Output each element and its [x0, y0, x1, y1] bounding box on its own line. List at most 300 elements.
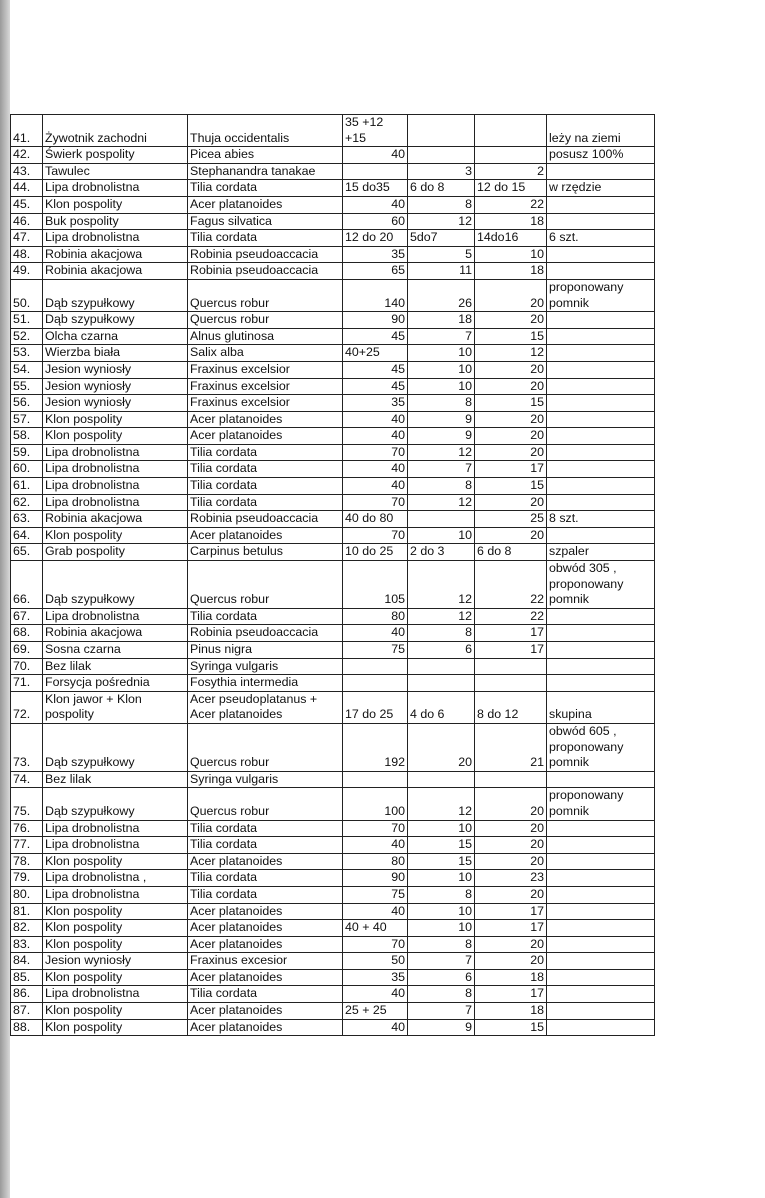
crown-width-cell: 25: [475, 511, 547, 528]
height-cell: 6: [408, 642, 475, 659]
polish-name-cell: Dąb szypułkowy: [43, 561, 188, 609]
trunk-diameter-cell: 70: [343, 527, 408, 544]
trunk-diameter-cell: 80: [343, 608, 408, 625]
trunk-diameter-cell: 70: [343, 444, 408, 461]
table-row: [11, 163, 655, 180]
latin-name-cell: Syringa vulgaris: [188, 658, 343, 675]
table-row: [11, 771, 655, 788]
row-number-cell: 50.: [11, 279, 43, 311]
polish-name-cell: Tawulec: [43, 163, 188, 180]
latin-name-cell: Tilia cordata: [188, 478, 343, 495]
trunk-diameter-cell: 40 do 80: [343, 511, 408, 528]
height-cell: 20: [408, 723, 475, 771]
latin-name-cell: Acer platanoides: [188, 903, 343, 920]
row-number-cell: 51.: [11, 312, 43, 329]
latin-name-cell: Tilia cordata: [188, 837, 343, 854]
remarks-cell: [547, 642, 655, 659]
row-number-cell: 79.: [11, 870, 43, 887]
table-row: [11, 147, 655, 164]
polish-name-cell: Robinia akacjowa: [43, 625, 188, 642]
row-number-cell: 55.: [11, 378, 43, 395]
table-row: [11, 246, 655, 263]
latin-name-cell: Tilia cordata: [188, 461, 343, 478]
table-row: [11, 820, 655, 837]
trunk-diameter-cell: 35 +12 +15: [343, 115, 408, 147]
height-cell: 7: [408, 461, 475, 478]
latin-name-cell: Tilia cordata: [188, 608, 343, 625]
crown-width-cell: 20: [475, 428, 547, 445]
height-cell: 8: [408, 936, 475, 953]
latin-name-cell: Carpinus betulus: [188, 544, 343, 561]
trunk-diameter-cell: 40: [343, 196, 408, 213]
row-number-cell: 46.: [11, 213, 43, 230]
trunk-diameter-cell: 40: [343, 903, 408, 920]
table-row: [11, 230, 655, 247]
crown-width-cell: 15: [475, 1019, 547, 1036]
crown-width-cell: 23: [475, 870, 547, 887]
latin-name-cell: Syringa vulgaris: [188, 771, 343, 788]
crown-width-cell: 20: [475, 494, 547, 511]
polish-name-cell: Wierzba biała: [43, 345, 188, 362]
latin-name-cell: Acer platanoides: [188, 920, 343, 937]
row-number-cell: 73.: [11, 723, 43, 771]
remarks-cell: [547, 246, 655, 263]
table-row: [11, 279, 655, 311]
table-row: [11, 870, 655, 887]
crown-width-cell: 17: [475, 903, 547, 920]
trunk-diameter-cell: 40: [343, 478, 408, 495]
table-row: [11, 478, 655, 495]
row-number-cell: 86.: [11, 986, 43, 1003]
latin-name-cell: Acer platanoides: [188, 428, 343, 445]
trunk-diameter-cell: 40+25: [343, 345, 408, 362]
table-row: [11, 411, 655, 428]
latin-name-cell: Stephanandra tanakae: [188, 163, 343, 180]
row-number-cell: 76.: [11, 820, 43, 837]
table-row: [11, 361, 655, 378]
table-row: [11, 788, 655, 820]
row-number-cell: 43.: [11, 163, 43, 180]
latin-name-cell: Robinia pseudoaccacia: [188, 625, 343, 642]
polish-name-cell: Olcha czarna: [43, 328, 188, 345]
latin-name-cell: Acer platanoides: [188, 527, 343, 544]
polish-name-cell: Lipa drobnolistna: [43, 180, 188, 197]
height-cell: 9: [408, 1019, 475, 1036]
remarks-cell: [547, 345, 655, 362]
height-cell: 12: [408, 561, 475, 609]
remarks-cell: [547, 886, 655, 903]
crown-width-cell: 18: [475, 969, 547, 986]
latin-name-cell: Tilia cordata: [188, 444, 343, 461]
row-number-cell: 47.: [11, 230, 43, 247]
remarks-cell: proponowany pomnik: [547, 279, 655, 311]
polish-name-cell: Jesion wyniosły: [43, 378, 188, 395]
height-cell: 12: [408, 608, 475, 625]
crown-width-cell: 6 do 8: [475, 544, 547, 561]
crown-width-cell: [475, 147, 547, 164]
row-number-cell: 78.: [11, 853, 43, 870]
remarks-cell: skupina: [547, 691, 655, 723]
polish-name-cell: Świerk pospolity: [43, 147, 188, 164]
binding-edge: [0, 0, 10, 1198]
crown-width-cell: 20: [475, 527, 547, 544]
trunk-diameter-cell: 75: [343, 642, 408, 659]
trunk-diameter-cell: 45: [343, 378, 408, 395]
crown-width-cell: 20: [475, 788, 547, 820]
polish-name-cell: Klon pospolity: [43, 196, 188, 213]
latin-name-cell: Quercus robur: [188, 279, 343, 311]
table-row: [11, 625, 655, 642]
latin-name-cell: Fosythia intermedia: [188, 675, 343, 692]
height-cell: 15: [408, 853, 475, 870]
trunk-diameter-cell: [343, 658, 408, 675]
latin-name-cell: Acer pseudoplatanus + Acer platanoides: [188, 691, 343, 723]
crown-width-cell: 17: [475, 642, 547, 659]
row-number-cell: 57.: [11, 411, 43, 428]
latin-name-cell: Robinia pseudoaccacia: [188, 246, 343, 263]
remarks-cell: [547, 1019, 655, 1036]
height-cell: 8: [408, 625, 475, 642]
crown-width-cell: 18: [475, 213, 547, 230]
latin-name-cell: Tilia cordata: [188, 986, 343, 1003]
polish-name-cell: Bez lilak: [43, 658, 188, 675]
remarks-cell: [547, 771, 655, 788]
row-number-cell: 42.: [11, 147, 43, 164]
table-row: [11, 263, 655, 280]
height-cell: 10: [408, 820, 475, 837]
trunk-diameter-cell: 45: [343, 328, 408, 345]
latin-name-cell: Quercus robur: [188, 788, 343, 820]
table-row: [11, 561, 655, 609]
remarks-cell: [547, 163, 655, 180]
row-number-cell: 56.: [11, 395, 43, 412]
row-number-cell: 77.: [11, 837, 43, 854]
height-cell: 5do7: [408, 230, 475, 247]
latin-name-cell: Acer platanoides: [188, 853, 343, 870]
table-row: [11, 953, 655, 970]
remarks-cell: szpaler: [547, 544, 655, 561]
table-row: [11, 853, 655, 870]
trunk-diameter-cell: 17 do 25: [343, 691, 408, 723]
remarks-cell: [547, 903, 655, 920]
height-cell: [408, 511, 475, 528]
crown-width-cell: [475, 675, 547, 692]
latin-name-cell: Acer platanoides: [188, 969, 343, 986]
trunk-diameter-cell: 45: [343, 361, 408, 378]
table-row: [11, 378, 655, 395]
table-row: [11, 444, 655, 461]
height-cell: 7: [408, 328, 475, 345]
trunk-diameter-cell: 10 do 25: [343, 544, 408, 561]
polish-name-cell: Klon pospolity: [43, 411, 188, 428]
height-cell: 15: [408, 837, 475, 854]
latin-name-cell: Acer platanoides: [188, 196, 343, 213]
remarks-cell: [547, 608, 655, 625]
remarks-cell: 6 szt.: [547, 230, 655, 247]
remarks-cell: [547, 936, 655, 953]
polish-name-cell: Robinia akacjowa: [43, 511, 188, 528]
polish-name-cell: Lipa drobnolistna: [43, 478, 188, 495]
table-row: [11, 527, 655, 544]
remarks-cell: [547, 263, 655, 280]
height-cell: 5: [408, 246, 475, 263]
table-row: [11, 675, 655, 692]
row-number-cell: 80.: [11, 886, 43, 903]
crown-width-cell: [475, 771, 547, 788]
table-row: [11, 969, 655, 986]
trunk-diameter-cell: 65: [343, 263, 408, 280]
remarks-cell: [547, 428, 655, 445]
height-cell: 8: [408, 986, 475, 1003]
crown-width-cell: 20: [475, 853, 547, 870]
trunk-diameter-cell: 105: [343, 561, 408, 609]
table-row: [11, 345, 655, 362]
height-cell: 9: [408, 411, 475, 428]
row-number-cell: 45.: [11, 196, 43, 213]
polish-name-cell: Lipa drobnolistna: [43, 886, 188, 903]
crown-width-cell: 8 do 12: [475, 691, 547, 723]
table-row: [11, 691, 655, 723]
trunk-diameter-cell: 75: [343, 886, 408, 903]
trunk-diameter-cell: [343, 675, 408, 692]
latin-name-cell: Tilia cordata: [188, 180, 343, 197]
crown-width-cell: 21: [475, 723, 547, 771]
height-cell: 7: [408, 1003, 475, 1020]
crown-width-cell: 2: [475, 163, 547, 180]
height-cell: 8: [408, 886, 475, 903]
table-row: [11, 511, 655, 528]
polish-name-cell: Lipa drobnolistna: [43, 461, 188, 478]
table-row: [11, 608, 655, 625]
remarks-cell: [547, 920, 655, 937]
row-number-cell: 70.: [11, 658, 43, 675]
trunk-diameter-cell: 35: [343, 246, 408, 263]
latin-name-cell: Picea abies: [188, 147, 343, 164]
remarks-cell: [547, 444, 655, 461]
polish-name-cell: Klon pospolity: [43, 969, 188, 986]
remarks-cell: w rzędzie: [547, 180, 655, 197]
row-number-cell: 82.: [11, 920, 43, 937]
latin-name-cell: Alnus glutinosa: [188, 328, 343, 345]
table-row: [11, 723, 655, 771]
trunk-diameter-cell: 40: [343, 461, 408, 478]
crown-width-cell: [475, 115, 547, 147]
polish-name-cell: Dąb szypułkowy: [43, 723, 188, 771]
crown-width-cell: 22: [475, 608, 547, 625]
latin-name-cell: Fraxinus excelsior: [188, 361, 343, 378]
crown-width-cell: 20: [475, 837, 547, 854]
remarks-cell: [547, 969, 655, 986]
height-cell: 10: [408, 920, 475, 937]
crown-width-cell: 18: [475, 263, 547, 280]
polish-name-cell: Klon pospolity: [43, 936, 188, 953]
polish-name-cell: Lipa drobnolistna: [43, 820, 188, 837]
row-number-cell: 88.: [11, 1019, 43, 1036]
polish-name-cell: Lipa drobnolistna: [43, 986, 188, 1003]
table-row: [11, 642, 655, 659]
row-number-cell: 59.: [11, 444, 43, 461]
height-cell: 10: [408, 378, 475, 395]
latin-name-cell: Tilia cordata: [188, 230, 343, 247]
polish-name-cell: Klon jawor + Klon pospolity: [43, 691, 188, 723]
remarks-cell: [547, 361, 655, 378]
crown-width-cell: 17: [475, 625, 547, 642]
remarks-cell: [547, 1003, 655, 1020]
height-cell: 18: [408, 312, 475, 329]
remarks-cell: [547, 378, 655, 395]
crown-width-cell: 20: [475, 936, 547, 953]
height-cell: [408, 147, 475, 164]
polish-name-cell: Lipa drobnolistna: [43, 608, 188, 625]
tree-inventory-table: [10, 114, 655, 1036]
table-body: [11, 115, 655, 1036]
table-row: [11, 920, 655, 937]
latin-name-cell: Robinia pseudoaccacia: [188, 511, 343, 528]
trunk-diameter-cell: 40: [343, 986, 408, 1003]
trunk-diameter-cell: 140: [343, 279, 408, 311]
table-row: [11, 461, 655, 478]
trunk-diameter-cell: 15 do35: [343, 180, 408, 197]
crown-width-cell: 20: [475, 444, 547, 461]
crown-width-cell: 20: [475, 378, 547, 395]
latin-name-cell: Fraxinus excesior: [188, 953, 343, 970]
polish-name-cell: Forsycja pośrednia: [43, 675, 188, 692]
table-row: [11, 936, 655, 953]
height-cell: [408, 675, 475, 692]
polish-name-cell: Robinia akacjowa: [43, 246, 188, 263]
remarks-cell: [547, 658, 655, 675]
latin-name-cell: Fraxinus excelsior: [188, 378, 343, 395]
polish-name-cell: Lipa drobnolistna: [43, 837, 188, 854]
polish-name-cell: Klon pospolity: [43, 1019, 188, 1036]
remarks-cell: 8 szt.: [547, 511, 655, 528]
table-row: [11, 213, 655, 230]
table-row: [11, 395, 655, 412]
latin-name-cell: Acer platanoides: [188, 1003, 343, 1020]
crown-width-cell: 20: [475, 361, 547, 378]
row-number-cell: 41.: [11, 115, 43, 147]
crown-width-cell: 15: [475, 478, 547, 495]
height-cell: 8: [408, 196, 475, 213]
crown-width-cell: 17: [475, 986, 547, 1003]
row-number-cell: 84.: [11, 953, 43, 970]
row-number-cell: 52.: [11, 328, 43, 345]
height-cell: 12: [408, 444, 475, 461]
latin-name-cell: Quercus robur: [188, 312, 343, 329]
table-row: [11, 428, 655, 445]
trunk-diameter-cell: 90: [343, 870, 408, 887]
trunk-diameter-cell: 40: [343, 411, 408, 428]
table-row: [11, 494, 655, 511]
trunk-diameter-cell: 40: [343, 625, 408, 642]
height-cell: 6 do 8: [408, 180, 475, 197]
remarks-cell: proponowany pomnik: [547, 788, 655, 820]
polish-name-cell: Dąb szypułkowy: [43, 279, 188, 311]
polish-name-cell: Robinia akacjowa: [43, 263, 188, 280]
row-number-cell: 85.: [11, 969, 43, 986]
trunk-diameter-cell: 40: [343, 1019, 408, 1036]
row-number-cell: 49.: [11, 263, 43, 280]
polish-name-cell: Dąb szypułkowy: [43, 312, 188, 329]
table-row: [11, 1003, 655, 1020]
latin-name-cell: Fraxinus excelsior: [188, 395, 343, 412]
row-number-cell: 60.: [11, 461, 43, 478]
height-cell: 10: [408, 361, 475, 378]
remarks-cell: obwód 605 , proponowany pomnik: [547, 723, 655, 771]
row-number-cell: 64.: [11, 527, 43, 544]
crown-width-cell: 10: [475, 246, 547, 263]
latin-name-cell: Fagus silvatica: [188, 213, 343, 230]
table-row: [11, 658, 655, 675]
table-row: [11, 180, 655, 197]
polish-name-cell: Klon pospolity: [43, 527, 188, 544]
crown-width-cell: 20: [475, 312, 547, 329]
trunk-diameter-cell: 40: [343, 837, 408, 854]
latin-name-cell: Pinus nigra: [188, 642, 343, 659]
row-number-cell: 67.: [11, 608, 43, 625]
height-cell: 10: [408, 345, 475, 362]
polish-name-cell: Lipa drobnolistna ,: [43, 870, 188, 887]
table-row: [11, 986, 655, 1003]
remarks-cell: [547, 478, 655, 495]
polish-name-cell: Lipa drobnolistna: [43, 230, 188, 247]
remarks-cell: [547, 625, 655, 642]
remarks-cell: [547, 411, 655, 428]
trunk-diameter-cell: [343, 771, 408, 788]
height-cell: 2 do 3: [408, 544, 475, 561]
row-number-cell: 61.: [11, 478, 43, 495]
trunk-diameter-cell: 40: [343, 147, 408, 164]
table-row: [11, 886, 655, 903]
row-number-cell: 65.: [11, 544, 43, 561]
height-cell: 8: [408, 478, 475, 495]
trunk-diameter-cell: 35: [343, 969, 408, 986]
latin-name-cell: Thuja occidentalis: [188, 115, 343, 147]
polish-name-cell: Dąb szypułkowy: [43, 788, 188, 820]
height-cell: 9: [408, 428, 475, 445]
height-cell: 12: [408, 494, 475, 511]
crown-width-cell: 22: [475, 196, 547, 213]
table-row: [11, 1019, 655, 1036]
row-number-cell: 54.: [11, 361, 43, 378]
height-cell: 26: [408, 279, 475, 311]
row-number-cell: 58.: [11, 428, 43, 445]
crown-width-cell: 20: [475, 820, 547, 837]
table-row: [11, 544, 655, 561]
height-cell: 8: [408, 395, 475, 412]
height-cell: 10: [408, 870, 475, 887]
trunk-diameter-cell: 60: [343, 213, 408, 230]
trunk-diameter-cell: 40: [343, 428, 408, 445]
latin-name-cell: Tilia cordata: [188, 870, 343, 887]
row-number-cell: 63.: [11, 511, 43, 528]
remarks-cell: [547, 870, 655, 887]
trunk-diameter-cell: 100: [343, 788, 408, 820]
remarks-cell: [547, 953, 655, 970]
height-cell: 12: [408, 213, 475, 230]
latin-name-cell: Tilia cordata: [188, 820, 343, 837]
trunk-diameter-cell: 90: [343, 312, 408, 329]
latin-name-cell: Acer platanoides: [188, 936, 343, 953]
trunk-diameter-cell: 40 + 40: [343, 920, 408, 937]
row-number-cell: 74.: [11, 771, 43, 788]
height-cell: 11: [408, 263, 475, 280]
height-cell: 3: [408, 163, 475, 180]
polish-name-cell: Klon pospolity: [43, 428, 188, 445]
remarks-cell: [547, 395, 655, 412]
trunk-diameter-cell: 50: [343, 953, 408, 970]
height-cell: 12: [408, 788, 475, 820]
